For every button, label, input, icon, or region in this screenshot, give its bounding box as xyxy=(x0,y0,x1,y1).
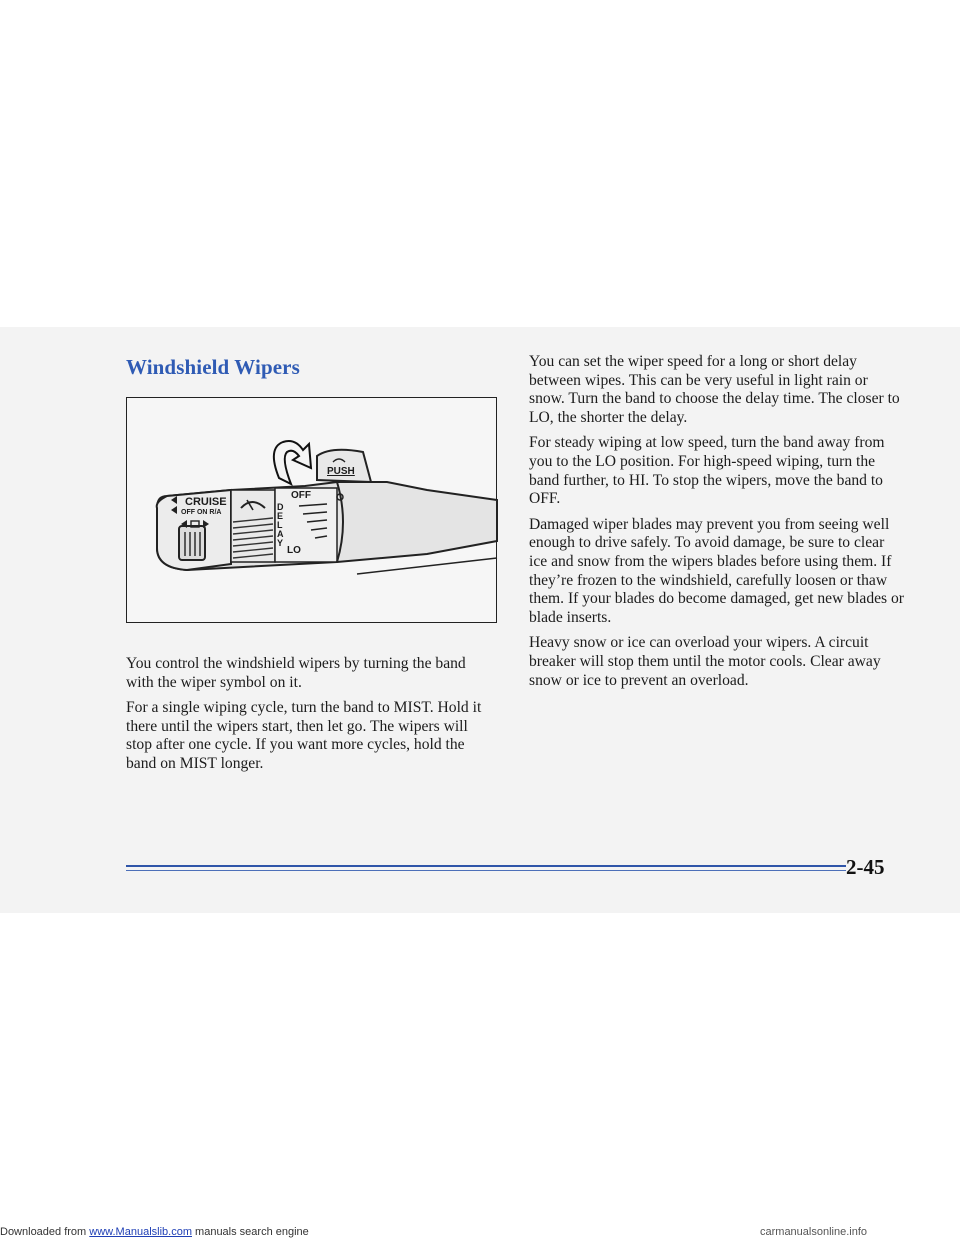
push-label: PUSH xyxy=(327,466,355,477)
paragraph: For a single wiping cycle, turn the band to MIST. Hold it there until the wipers start, then let go. The wipers will stop after one cycle. If you want more cycles, hold the band on MIST longer. xyxy=(126,699,482,772)
delay-label: D E L A Y xyxy=(277,502,284,548)
page-number: 2-45 xyxy=(846,855,885,879)
paragraph: For steady wiping at low speed, turn the band away from you to the LO position. For high-speed wiping, turn the band further, to HI. To stop the wipers, move the band to OFF. xyxy=(529,434,885,508)
paragraph: Heavy snow or ice can overload your wipers. A circuit breaker will stop them until the motor cools. Clear away snow or ice to prevent an overload. xyxy=(529,634,881,689)
paragraph: Damaged wiper blades may prevent you from seeing well enough to drive safely. To avoid damage, be sure to clear ice and snow from the wipers blades before using them. If they’re frozen to the windshield, carefully loosen or thaw them. If your blades do become damaged, get new blades or blade inserts. xyxy=(529,515,904,626)
wiper-stalk-illustration xyxy=(126,397,497,623)
watermark: carmanualsonline.info xyxy=(760,1226,868,1238)
section-title: Windshield Wipers xyxy=(126,355,300,379)
off-label: OFF xyxy=(291,490,311,501)
cruise-label: CRUISE xyxy=(185,496,227,508)
rotate-arrow-icon xyxy=(274,441,311,484)
footer-rule xyxy=(126,865,846,867)
left-column xyxy=(126,655,496,781)
download-banner: Downloaded from www.Manualslib.com manuals search engine xyxy=(0,1226,309,1238)
footer-rule-thin xyxy=(126,870,846,871)
off-on-ra-label: OFF ON R/A xyxy=(181,509,222,516)
paragraph: You can set the wiper speed for a long or short delay between wipes. This can be very useful in light rain or snow. Turn the band to choose the delay time. The closer to LO, the shorter the delay. xyxy=(529,353,900,426)
paragraph: You control the windshield wipers by turning the band with the wiper symbol on it. xyxy=(126,655,466,691)
right-column xyxy=(529,353,904,697)
lo-label: LO xyxy=(287,545,301,556)
manualslib-link[interactable]: www.Manualslib.com xyxy=(89,1226,192,1238)
